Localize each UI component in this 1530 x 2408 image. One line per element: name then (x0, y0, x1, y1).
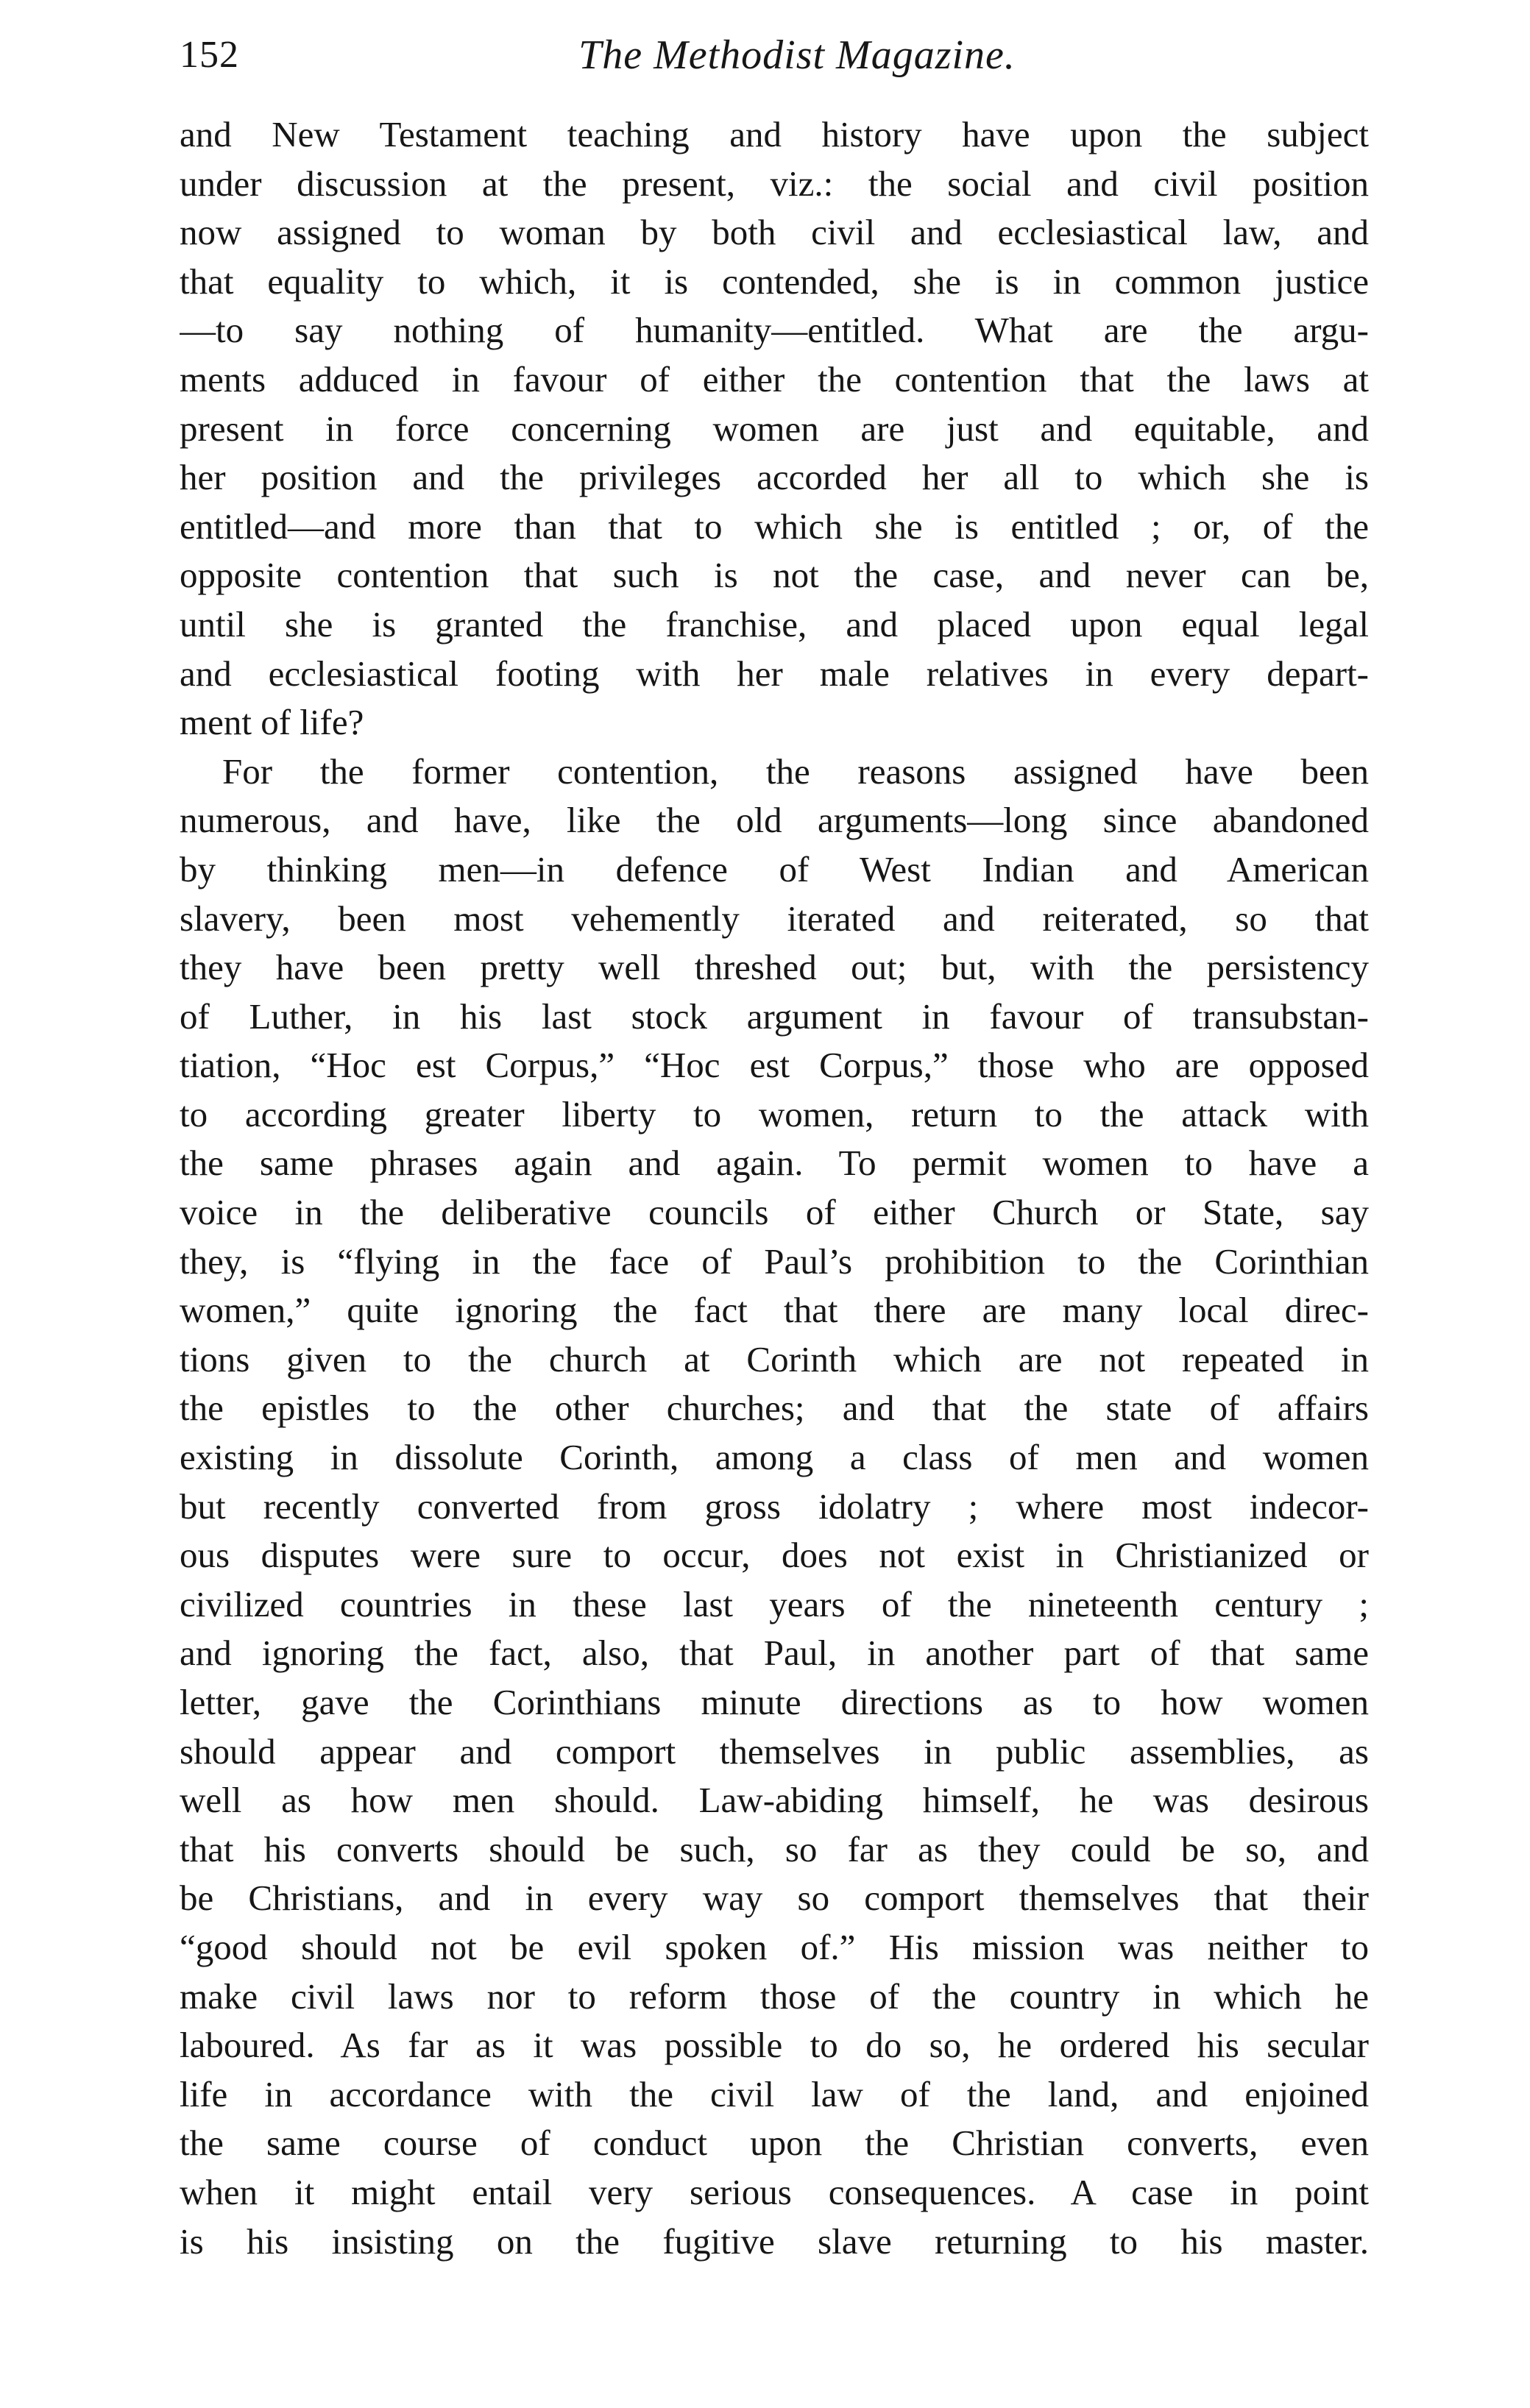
text-line: opposite contention that such is not the case, and never can be, (180, 555, 1369, 596)
page-number: 152 (180, 34, 239, 76)
text-line: should appear and comport themselves in public assemblies, as (180, 1730, 1369, 1772)
text-line: and ecclesiastical footing with her male relatives in every depart- (180, 653, 1369, 694)
text-line: and ignoring the fact, also, that Paul, in another part of that same (180, 1633, 1369, 1674)
text-line: they, is “flying in the face of Paul’s prohibition to the Corinthian (180, 1240, 1369, 1282)
text-line: and New Testament teaching and history have upon the subject (180, 114, 1369, 155)
text-line: numerous, and have, like the old arguments—long since abandoned (180, 800, 1369, 841)
text-line: they have been pretty well threshed out; but, with the persistency (180, 947, 1369, 988)
journal-title: The Methodist Magazine. (578, 32, 1016, 78)
text-line: now assigned to woman by both civil and ecclesiastical law, and (180, 212, 1369, 253)
text-line: well as how men should. Law-abiding himself, he was desirous (180, 1780, 1369, 1821)
text-line: “good should not be evil spoken of.” His mission was neither to (180, 1926, 1369, 1967)
text-line: that equality to which, it is contended, she is in common justice (180, 260, 1369, 302)
text-line: that his converts should be such, so far as they could be so, and (180, 1828, 1369, 1869)
paragraph-first-line: For the former contention, the reasons assigned have been (222, 750, 1369, 792)
text-line: under discussion at the present, viz.: the social and civil position (180, 163, 1369, 204)
text-line: her position and the privileges accorded her all to which she is (180, 457, 1369, 498)
text-line: life in accordance with the civil law of the land, and enjoined (180, 2073, 1369, 2114)
text-line: entitled—and more than that to which she is entitled ; or, of the (180, 505, 1369, 547)
text-line: present in force concerning women are just and equitable, and (180, 408, 1369, 449)
text-line: but recently converted from gross idolatry ; where most indecor- (180, 1485, 1369, 1527)
text-line: by thinking men—in defence of West Indian and American (180, 848, 1369, 889)
text-line: of Luther, in his last stock argument in favour of transubstan- (180, 995, 1369, 1037)
text-line: the same phrases again and again. To permit women to have a (180, 1143, 1369, 1184)
text-line: women,” quite ignoring the fact that there are many local direc- (180, 1290, 1369, 1331)
body-text (180, 110, 1369, 2266)
text-line: to according greater liberty to women, return to the attack with (180, 1093, 1369, 1134)
text-line: tions given to the church at Corinth which are not repeated in (180, 1338, 1369, 1379)
text-line: ous disputes were sure to occur, does not exist in Christianized or (180, 1535, 1369, 1576)
text-line: —to say nothing of humanity—entitled. What are the argu- (180, 310, 1369, 351)
running-head (180, 29, 1370, 81)
text-line: make civil laws nor to reform those of the country in which he (180, 1975, 1369, 2017)
text-line: ments adduced in favour of either the contention that the laws at (180, 358, 1369, 399)
text-line: slavery, been most vehemently iterated and reiterated, so that (180, 898, 1369, 939)
text-line: the epistles to the other churches; and that the state of affairs (180, 1388, 1369, 1429)
text-line: voice in the deliberative councils of either Church or State, say (180, 1192, 1369, 1233)
text-line: existing in dissolute Corinth, among a class of men and women (180, 1437, 1369, 1478)
text-line: until she is granted the franchise, and placed upon equal legal (180, 603, 1369, 644)
text-line: is his insisting on the fugitive slave returning to his master. (180, 2220, 1369, 2262)
text-line: tiation, “Hoc est Corpus,” “Hoc est Corpus,” those who are opposed (180, 1045, 1369, 1086)
paragraph-end-line: ment of life? (180, 702, 364, 743)
text-line: the same course of conduct upon the Christian converts, even (180, 2123, 1369, 2164)
text-line: when it might entail very serious consequences. A case in point (180, 2171, 1369, 2212)
text-line: laboured. As far as it was possible to do so, he ordered his secular (180, 2025, 1369, 2066)
text-line: civilized countries in these last years of the nineteenth century ; (180, 1583, 1369, 1624)
text-line: be Christians, and in every way so comport themselves that their (180, 1878, 1369, 1919)
text-line: letter, gave the Corinthians minute directions as to how women (180, 1682, 1369, 1722)
